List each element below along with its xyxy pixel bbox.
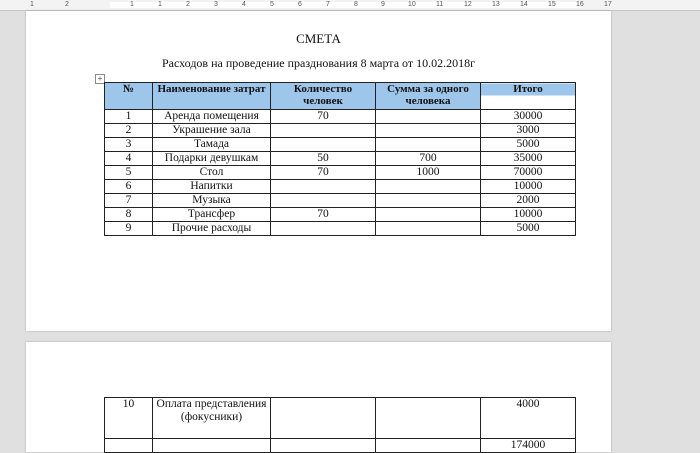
ruler-tick: 9 <box>381 1 385 8</box>
cell-num[interactable]: 3 <box>105 138 153 152</box>
ruler-tick: 4 <box>242 1 246 8</box>
estimate-table[interactable] <box>104 82 576 236</box>
cell-total[interactable]: 4000 <box>481 398 576 439</box>
cell-num[interactable]: 7 <box>105 194 153 208</box>
table-row <box>105 208 576 222</box>
cell-total[interactable]: 10000 <box>481 180 576 194</box>
cell-sum[interactable]: 700 <box>376 152 481 166</box>
ruler-text-zone <box>110 2 580 8</box>
cell-count[interactable] <box>271 138 376 152</box>
ruler-tick: 10 <box>408 1 416 8</box>
ruler-tick: 13 <box>492 1 500 8</box>
cell-total[interactable]: 2000 <box>481 194 576 208</box>
cell-sum[interactable] <box>376 124 481 138</box>
cell-sum[interactable]: 1000 <box>376 166 481 180</box>
cell-name[interactable]: Трансфер <box>153 208 271 222</box>
cell-name[interactable]: Прочие расходы <box>153 222 271 236</box>
ruler-tick: 3 <box>214 1 218 8</box>
ruler-tick: 1 <box>158 1 162 8</box>
cell-num[interactable]: 10 <box>105 398 153 439</box>
cell-num[interactable]: 2 <box>105 124 153 138</box>
cell-total[interactable]: 10000 <box>481 208 576 222</box>
ruler-tick: 1 <box>130 1 134 8</box>
table-row <box>105 398 576 439</box>
cell-count[interactable]: 70 <box>271 166 376 180</box>
ruler-tick: 15 <box>548 1 556 8</box>
table-row <box>105 180 576 194</box>
cell-sum[interactable] <box>376 208 481 222</box>
cell-total[interactable]: 5000 <box>481 138 576 152</box>
table-row <box>105 222 576 236</box>
table-header-row <box>105 83 576 110</box>
cell-total[interactable]: 174000 <box>481 439 576 453</box>
cell-name[interactable]: Напитки <box>153 180 271 194</box>
cell-name[interactable]: Музыка <box>153 194 271 208</box>
ruler-tick: 2 <box>65 1 69 8</box>
cell-count[interactable]: 70 <box>271 208 376 222</box>
table-row <box>105 166 576 180</box>
cell-sum[interactable] <box>376 110 481 124</box>
cell-name[interactable]: Стол <box>153 166 271 180</box>
header-sum[interactable]: Сумма за одного человека <box>376 83 481 110</box>
cell-sum[interactable] <box>376 194 481 208</box>
cell-total[interactable]: 5000 <box>481 222 576 236</box>
cell-count[interactable] <box>271 180 376 194</box>
table-row <box>105 124 576 138</box>
document-title[interactable]: СМЕТА <box>296 31 341 46</box>
cell-name[interactable]: Оплата представления (фокусники) <box>153 398 271 439</box>
table-row <box>105 138 576 152</box>
ruler-tick: 11 <box>436 1 444 8</box>
header-total[interactable]: Итого <box>481 83 576 110</box>
cell-total[interactable]: 30000 <box>481 110 576 124</box>
cell-sum[interactable] <box>376 180 481 194</box>
cell-count[interactable] <box>271 194 376 208</box>
cell-count[interactable] <box>271 398 376 439</box>
cell-num[interactable]: 6 <box>105 180 153 194</box>
table-row <box>105 152 576 166</box>
header-name[interactable]: Наименование затрат <box>153 83 271 110</box>
ruler-tick: 12 <box>464 1 472 8</box>
header-num[interactable]: № <box>105 83 153 110</box>
header-count[interactable]: Количество человек <box>271 83 376 110</box>
table-row <box>105 194 576 208</box>
table-row <box>105 110 576 124</box>
cell-total[interactable]: 70000 <box>481 166 576 180</box>
cell-num[interactable]: 9 <box>105 222 153 236</box>
table-move-icon[interactable]: + <box>95 74 105 84</box>
ruler-tick: 17 <box>604 1 612 8</box>
ruler-tick: 1 <box>30 1 34 8</box>
cell-name[interactable]: Украшение зала <box>153 124 271 138</box>
cell-total[interactable]: 3000 <box>481 124 576 138</box>
cell-num[interactable]: 5 <box>105 166 153 180</box>
horizontal-ruler[interactable] <box>0 0 700 11</box>
ruler-tick: 6 <box>298 1 302 8</box>
ruler-tick: 16 <box>576 1 584 8</box>
cell-sum[interactable] <box>376 398 481 439</box>
cell-num[interactable]: 4 <box>105 152 153 166</box>
ruler-tick: 5 <box>270 1 274 8</box>
cell-num[interactable]: 1 <box>105 110 153 124</box>
cell-count[interactable]: 50 <box>271 152 376 166</box>
cell-name[interactable]: Аренда помещения <box>153 110 271 124</box>
document-subtitle[interactable]: Расходов на проведение празднования 8 марта от 10.02.2018г <box>161 56 476 70</box>
ruler-tick: 14 <box>520 1 528 8</box>
document-page-2[interactable] <box>26 342 611 452</box>
cell-count[interactable] <box>271 222 376 236</box>
cell-num[interactable]: 8 <box>105 208 153 222</box>
ruler-tick: 7 <box>326 1 330 8</box>
ruler-tick: 8 <box>354 1 358 8</box>
cell-name[interactable]: Подарки девушкам <box>153 152 271 166</box>
cell-count[interactable] <box>271 124 376 138</box>
ruler-tick: 2 <box>186 1 190 8</box>
cell-count[interactable]: 70 <box>271 110 376 124</box>
estimate-table-continued[interactable] <box>104 397 576 453</box>
cell-total[interactable]: 35000 <box>481 152 576 166</box>
cell-name[interactable]: Тамада <box>153 138 271 152</box>
document-page-1[interactable] <box>26 11 611 331</box>
cell-sum[interactable] <box>376 138 481 152</box>
cell-sum[interactable] <box>376 222 481 236</box>
